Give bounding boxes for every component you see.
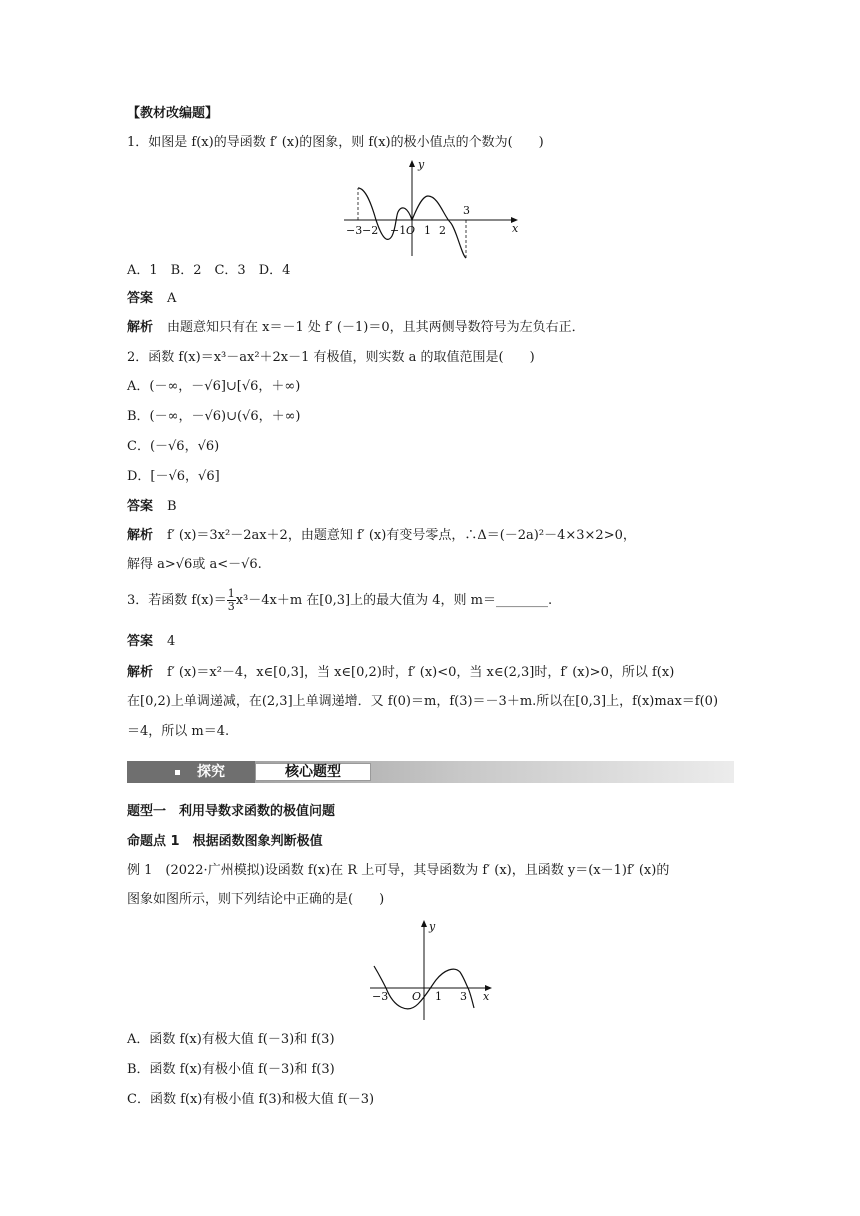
origin-label: O (406, 224, 416, 237)
x-tick-3: 3 (463, 204, 470, 217)
q2-option-b: B．(－∞，－√6)∪(√6，＋∞) (127, 409, 301, 424)
q2-option-c: C．(－√6，√6) (127, 439, 220, 454)
q3-answer-row (127, 633, 175, 651)
fraction-numerator: 1 (227, 587, 235, 600)
q3-stem-post: x³－4x＋m 在[0,3]上的最大值为 4，则 m＝________. (235, 593, 553, 608)
q3-analysis-line2: 在[0,2)上单调递减，在(2,3]上单调递增．又 f(0)＝m，f(3)＝－3＋m.所以在[0,3]上，f(x)max＝f(0) (127, 694, 719, 709)
q2-answer-row (127, 498, 177, 516)
example1-graph (364, 916, 500, 1024)
q2-analysis-line1: f′ (x)＝3x²－2ax＋2，由题意知 f′ (x)有变号零点，∴Δ＝(－2a)²－4×3×2>0， (167, 528, 636, 543)
answer-label: 答案 (127, 499, 154, 514)
q3-analysis-row (127, 664, 674, 682)
q1-stem: 1．如图是 f(x)的导函数 f′ (x)的图象，则 f(x)的极小值点的个数为( ) (127, 135, 544, 150)
answer-label: 答案 (127, 291, 154, 306)
type1-heading: 题型一 利用导数求函数的极值问题 (127, 804, 336, 819)
banner-core-types: 核心题型 (255, 763, 371, 781)
bullet-square-icon (175, 770, 180, 775)
x-tick-1: 1 (435, 990, 442, 1003)
banner-left-label: 探究 (197, 764, 225, 780)
y-axis-label: y (429, 920, 436, 933)
origin-label: O (412, 990, 422, 1003)
x-tick-1: 1 (424, 224, 431, 237)
example1-option-b: B．函数 f(x)有极小值 f(－3)和 f(3) (127, 1062, 335, 1077)
example1-option-a: A．函数 f(x)有极大值 f(－3)和 f(3) (127, 1032, 335, 1047)
q1-analysis-row (127, 319, 585, 337)
fraction-denominator: 3 (227, 600, 235, 613)
q3-stem-pre: 3．若函数 f(x)＝ (127, 593, 227, 608)
y-axis-label: y (418, 158, 425, 171)
x-tick-3: 3 (460, 990, 467, 1003)
q3-analysis-line3: ＝4，所以 m＝4. (127, 724, 230, 739)
q1-answer-row (127, 290, 176, 308)
section-banner (127, 761, 734, 783)
x-tick-minus3: −3 (372, 990, 389, 1003)
q2-analysis-line2: 解得 a>√6或 a<－√6. (127, 557, 262, 572)
q2-answer: B (167, 499, 177, 514)
q2-stem: 2．函数 f(x)＝x³－ax²＋2x－1 有极值，则实数 a 的取值范围是( ) (127, 350, 535, 365)
q1-options: A．1 B．2 C．3 D．4 (127, 263, 291, 278)
y-axis-arrow (409, 160, 415, 167)
x-axis-label: x (483, 990, 490, 1003)
q2-option-a: A．(－∞，－√6]∪[√6，＋∞) (127, 379, 301, 394)
x-tick-minus3: −3 (346, 224, 363, 237)
example1-option-c: C．函数 f(x)有极小值 f(3)和极大值 f(－3) (127, 1092, 375, 1107)
example1-line1: 例 1 (2022·广州模拟)设函数 f(x)在 R 上可导，其导函数为 f′ (x)，且函数 y＝(x－1)f′ (x)的 (127, 863, 670, 878)
q1-derivative-graph (338, 156, 524, 262)
banner-explore (127, 761, 255, 783)
q2-analysis-row (127, 527, 636, 545)
analysis-label: 解析 (127, 320, 154, 335)
answer-label: 答案 (127, 634, 154, 649)
x-axis-label: x (512, 222, 519, 235)
example1-line2: 图象如图所示，则下列结论中正确的是( ) (127, 892, 385, 907)
x-tick-minus2: −2 (362, 224, 379, 237)
section-title: 【教材改编题】 (127, 106, 219, 121)
q1-answer: A (167, 291, 177, 306)
q1-analysis: 由题意知只有在 x＝－1 处 f′ (－1)＝0，且其两侧导数符号为左负右正． (167, 320, 585, 335)
y-axis-arrow (421, 920, 427, 927)
q3-answer: 4 (167, 634, 176, 649)
point1-heading: 命题点 1 根据函数图象判断极值 (127, 834, 323, 849)
analysis-label: 解析 (127, 528, 154, 543)
analysis-label: 解析 (127, 665, 154, 680)
q3-stem (127, 588, 552, 613)
x-tick-minus1: −1 (390, 224, 407, 237)
q3-fraction (227, 588, 236, 613)
q3-analysis-line1: f′ (x)＝x²－4，x∈[0,3]，当 x∈[0,2)时，f′ (x)<0，当 x∈(2,3]时，f′ (x)>0，所以 f(x) (167, 665, 675, 680)
x-tick-2: 2 (439, 224, 446, 237)
q2-option-d: D．[－√6，√6] (127, 469, 220, 484)
